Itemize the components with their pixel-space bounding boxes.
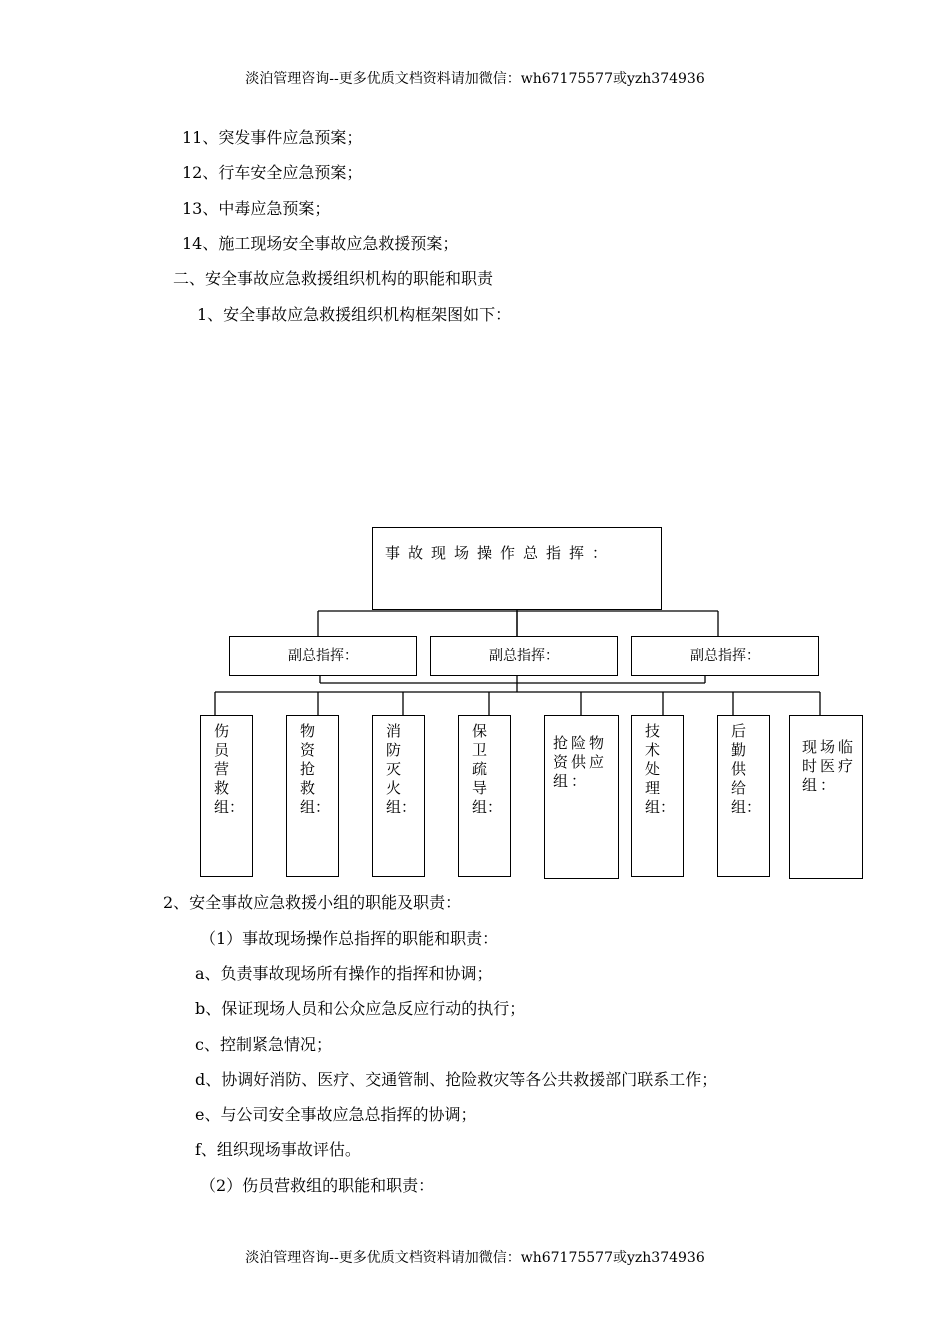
- page-footer: 淡泊管理咨询--更多优质文档资料请加微信：wh67175577或yzh374936: [245, 1250, 705, 1266]
- group-box-rescue: [200, 715, 253, 877]
- group-box-firefighting: [372, 715, 425, 877]
- deputy-commander-box: 副总指挥：: [631, 636, 819, 676]
- group-box-supply: [544, 715, 619, 879]
- chief-commander-box: 事故现场操作总指挥：: [372, 527, 662, 610]
- group-label: 后勤供给组：: [731, 722, 762, 816]
- deputy-commander-box: 副总指挥：: [229, 636, 417, 676]
- deputy-commander-box: 副总指挥：: [430, 636, 618, 676]
- group-label: 抢险物资供应组：: [553, 734, 608, 790]
- page-header: 淡泊管理咨询--更多优质文档资料请加微信：wh67175577或yzh374936: [245, 71, 705, 87]
- duty-c: c、控制紧急情况；: [195, 1035, 332, 1054]
- group-label: 伤员营救组：: [214, 722, 245, 816]
- item-1-title: （1）事故现场操作总指挥的职能和职责：: [200, 929, 499, 948]
- duty-f: f、组织现场事故评估。: [195, 1140, 361, 1159]
- group-label: 技术处理组：: [645, 722, 676, 816]
- subsection-2-title: 2、安全事故应急救援小组的职能及职责：: [163, 893, 462, 912]
- group-label: 保卫疏导组：: [472, 722, 503, 816]
- duty-b: b、保证现场人员和公众应急反应行动的执行；: [195, 999, 526, 1018]
- group-box-materials: [286, 715, 339, 877]
- group-label: 物资抢救组：: [300, 722, 331, 816]
- group-box-technical: [631, 715, 684, 877]
- duty-d: d、协调好消防、医疗、交通管制、抢险救灾等各公共救援部门联系工作；: [195, 1070, 718, 1089]
- group-box-logistics: [717, 715, 770, 877]
- subsection-1-title: 1、安全事故应急救援组织机构框架图如下：: [197, 305, 512, 324]
- group-box-medical: [789, 715, 863, 879]
- group-label: 消防灭火组：: [386, 722, 417, 816]
- plan-item-12: 12、行车安全应急预案；: [182, 163, 363, 182]
- duty-a: a、负责事故现场所有操作的指挥和协调；: [195, 964, 493, 983]
- section-title: 二、安全事故应急救援组织机构的职能和职责: [173, 269, 494, 288]
- item-2-title: （2）伤员营救组的职能和职责：: [200, 1176, 435, 1195]
- plan-item-11: 11、突发事件应急预案；: [182, 128, 363, 147]
- group-label: 现场临时医疗组：: [802, 738, 857, 794]
- group-box-security: [458, 715, 511, 877]
- plan-item-14: 14、施工现场安全事故应急救援预案；: [182, 234, 459, 253]
- duty-e: e、与公司安全事故应急总指挥的协调；: [195, 1105, 477, 1124]
- plan-item-13: 13、中毒应急预案；: [182, 199, 331, 218]
